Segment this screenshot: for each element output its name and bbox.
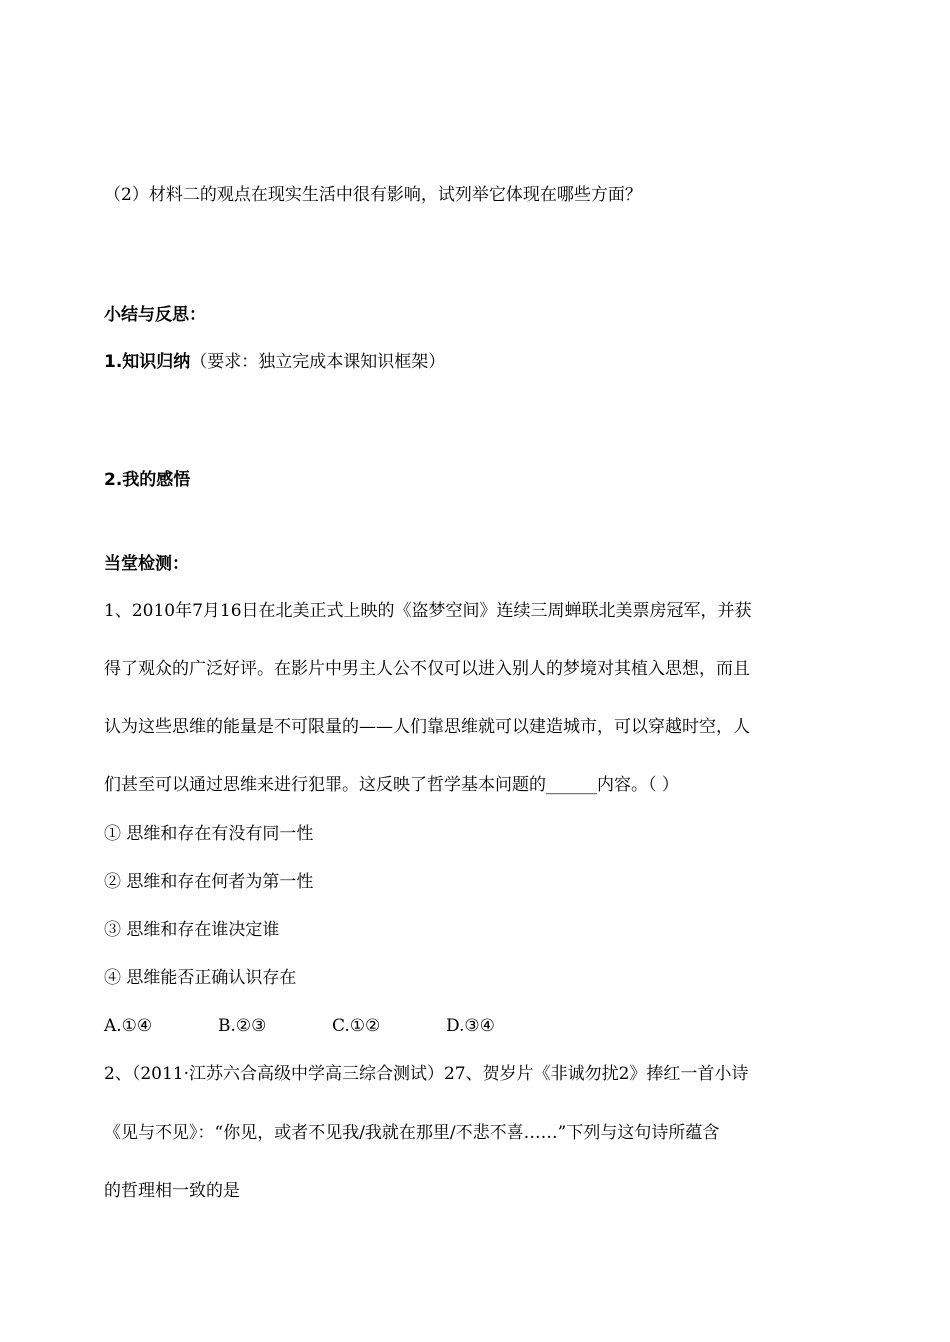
q1-line-1: 1、2010年7月16日在北美正式上映的《盗梦空间》连续三周蝉联北美票房冠军，并获 bbox=[104, 601, 752, 621]
q2-line-1: 2、（2011·江苏六合高级中学高三综合测试）27、贺岁片《非诚勿扰2》捧红一首小诗 bbox=[104, 1064, 749, 1084]
q1-item-2: ② 思维和存在何者为第一性 bbox=[104, 872, 314, 892]
q1-option-b: B.②③ bbox=[218, 1016, 267, 1036]
summary-item-1 bbox=[104, 351, 445, 373]
test-heading: 当堂检测： bbox=[104, 554, 189, 574]
q1-options bbox=[104, 1015, 560, 1037]
summary-item-1-note: （要求：独立完成本课知识框架） bbox=[190, 352, 446, 372]
q1-line-2: 得了观众的广泛好评。在影片中男主人公不仅可以进入别人的梦境对其植入思想，而且 bbox=[104, 659, 750, 679]
q2-line-3: 的哲理相一致的是 bbox=[104, 1181, 240, 1201]
summary-item-1-label: 1.知识归纳 bbox=[104, 352, 191, 372]
q1-item-4: ④ 思维能否正确认识存在 bbox=[104, 968, 297, 988]
q1-option-a: A.①④ bbox=[104, 1016, 153, 1036]
q2-line-2: 《见与不见》：“你见，或者不见我/我就在那里/不悲不喜……”下列与这句诗所蕴含 bbox=[104, 1123, 720, 1143]
q1-item-1: ① 思维和存在有没有同一性 bbox=[104, 824, 314, 844]
q1-line-3: 认为这些思维的能量是不可限量的——人们靠思维就可以建造城市，可以穿越时空，人 bbox=[104, 717, 750, 737]
q1-item-3: ③ 思维和存在谁决定谁 bbox=[104, 920, 280, 940]
q1-option-d: D.③④ bbox=[446, 1016, 495, 1036]
q1-line-4: 们甚至可以通过思维来进行犯罪。这反映了哲学基本问题的______内容。（ ） bbox=[104, 775, 679, 795]
summary-item-2: 2.我的感悟 bbox=[104, 470, 191, 490]
q1-option-c: C.①② bbox=[332, 1016, 381, 1036]
summary-heading: 小结与反思： bbox=[104, 305, 206, 325]
question-sub2: （2）材料二的观点在现实生活中很有影响，试列举它体现在哪些方面？ bbox=[104, 185, 642, 205]
